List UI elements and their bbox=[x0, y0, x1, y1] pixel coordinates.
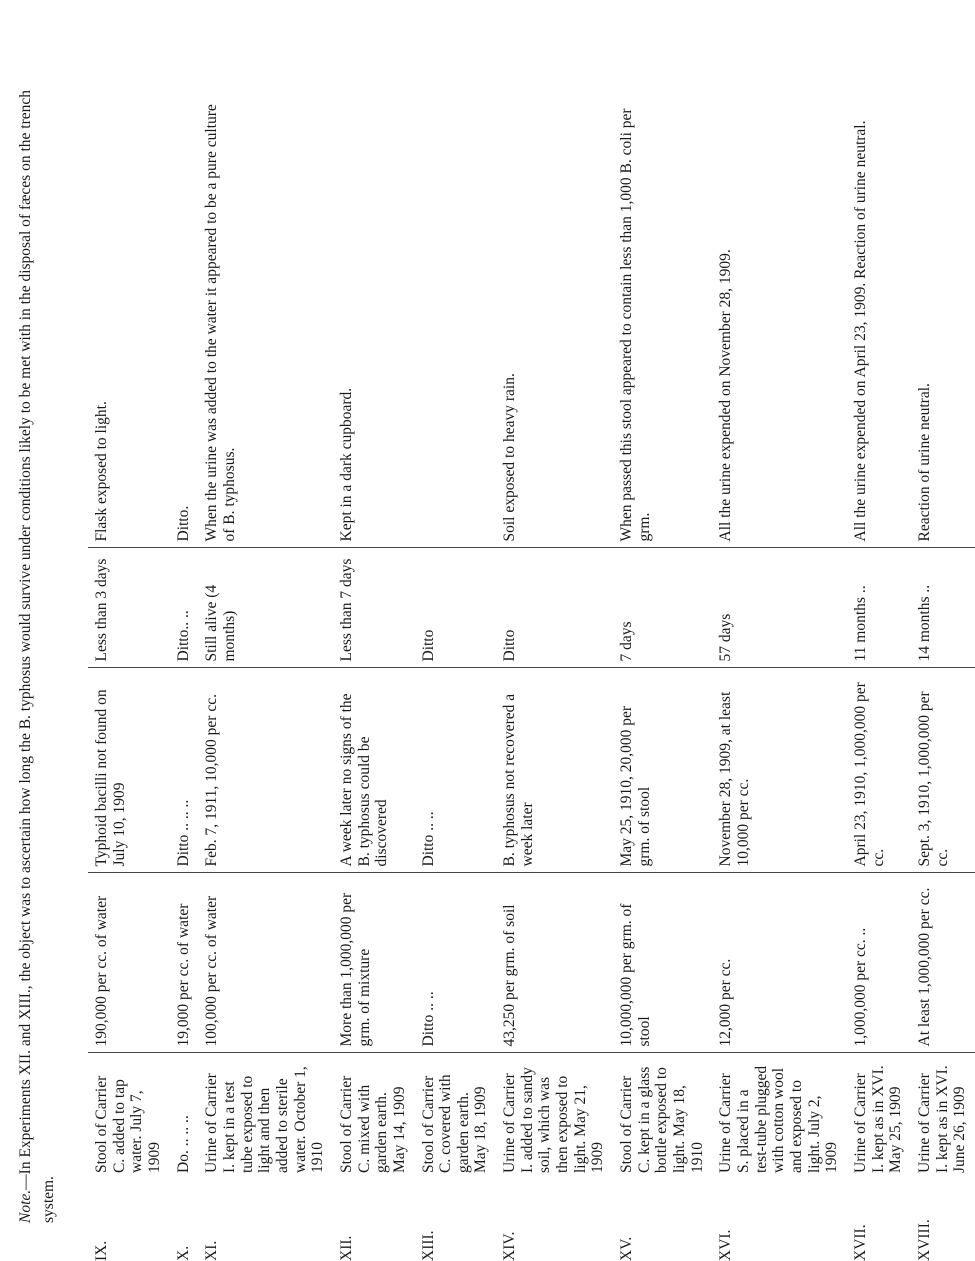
experiment-description: Do. .. .. .. bbox=[174, 1115, 192, 1173]
experiment-description: Stool of Carrier C. covered with garden earth. May 18, 1909 bbox=[419, 1074, 490, 1173]
experiment-cell bbox=[496, 1053, 613, 1261]
experiment-description: Urine of Carrier I. kept as in XVI. June 26, 1909 bbox=[915, 1065, 969, 1173]
experiment-description: Urine of Carrier I. kept as in XVI. May 25, 1909 bbox=[851, 1065, 905, 1173]
inoculum-cell: 43,250 per grm. of soil bbox=[496, 873, 613, 1053]
remarks-cell bbox=[415, 93, 497, 548]
experiment-number: XI. bbox=[203, 1240, 221, 1261]
survival-cell: 7 days bbox=[613, 548, 712, 668]
result-cell: May 25, 1910, 20,000 per grm. of stool bbox=[613, 668, 712, 873]
experiment-number: XVII. bbox=[851, 1224, 869, 1261]
remarks-cell: All the urine expended on April 23, 1909. Reaction of urine neutral. bbox=[847, 93, 911, 548]
experiment-description: Urine of Carrier I. kept in a test tube exposed to light and then added to sterile water. October 1, 1910 bbox=[203, 1066, 327, 1173]
survival-cell: Still alive (4 months) bbox=[198, 548, 333, 668]
table-row bbox=[170, 93, 199, 1223]
table-row bbox=[911, 93, 975, 1223]
remarks-cell: Reaction of urine neutral. bbox=[911, 93, 975, 548]
survival-cell: Ditto.. .. bbox=[170, 548, 199, 668]
inoculum-cell: More than 1,000,000 per grm. of mixture bbox=[333, 873, 415, 1053]
experiment-cell bbox=[333, 1053, 415, 1261]
inoculum-cell: 100,000 per cc. of water bbox=[198, 873, 333, 1053]
result-cell: November 28, 1909, at least 10,000 per cc. bbox=[712, 668, 847, 873]
result-cell: Typhoid bacilli not found on July 10, 1909 bbox=[88, 668, 170, 873]
experiment-cell bbox=[170, 1053, 199, 1261]
footnote bbox=[14, 83, 61, 1223]
remarks-cell: Flask exposed to light. bbox=[88, 93, 170, 548]
table-row bbox=[847, 93, 911, 1223]
experiment-description: Urine of Carrier S. placed in a test-tube plugged with cotton wool and exposed to light. July 2, 1909 bbox=[717, 1065, 841, 1173]
result-cell: Feb. 7, 1911, 10,000 per cc. bbox=[198, 668, 333, 873]
inoculum-cell: 1,000,000 per cc. .. bbox=[847, 873, 911, 1053]
survival-cell: 14 months .. bbox=[911, 548, 975, 668]
inoculum-cell: Ditto .. .. bbox=[415, 873, 497, 1053]
experiment-number: XIII. bbox=[419, 1230, 437, 1261]
experiment-cell bbox=[415, 1053, 497, 1261]
experiment-cell bbox=[847, 1053, 911, 1261]
table-row bbox=[613, 93, 712, 1223]
experiment-description: Stool of Carrier C. kept in a glass bottle exposed to light. May 18, 1910 bbox=[618, 1066, 706, 1173]
experiment-number: XIV. bbox=[501, 1231, 519, 1261]
experiment-cell bbox=[613, 1053, 712, 1261]
experiment-number: XVIII. bbox=[915, 1219, 933, 1261]
inoculum-cell: 19,000 per cc. of water bbox=[170, 873, 199, 1053]
inoculum-cell: 190,000 per cc. of water bbox=[88, 873, 170, 1053]
table-row bbox=[198, 93, 333, 1223]
experiment-number: XV. bbox=[618, 1236, 636, 1261]
experiment-number: IX. bbox=[93, 1240, 110, 1261]
survival-cell: 11 months .. bbox=[847, 548, 911, 668]
experiment-number: X. bbox=[174, 1245, 192, 1261]
experiment-number: XVI. bbox=[717, 1229, 735, 1261]
remarks-cell: All the urine expended on November 28, 1909. bbox=[712, 93, 847, 548]
table-row bbox=[333, 93, 415, 1223]
inoculum-cell: At least 1,000,000 per cc. bbox=[911, 873, 975, 1053]
footnote-text: —In Experiments XII. and XIII., the object was to ascertain how long the B. typhosus would survive under conditions likely to be met with in the disposal of fæces on the trench system. bbox=[17, 90, 58, 1223]
experiment-cell bbox=[911, 1053, 975, 1261]
remarks-cell: When the urine was added to the water it appeared to be a pure culture of B. typhosus. bbox=[198, 93, 333, 548]
inoculum-cell: 10,000,000 per grm. of stool bbox=[613, 873, 712, 1053]
experiments-table bbox=[88, 93, 975, 1261]
result-cell: Sept. 3, 1910, 1,000,000 per cc. bbox=[911, 668, 975, 873]
experiment-cell bbox=[198, 1053, 333, 1261]
footnote-label: Note. bbox=[17, 1189, 34, 1223]
result-cell: A week later no signs of the B. typhosus could be discovered bbox=[333, 668, 415, 873]
remarks-cell: Kept in a dark cupboard. bbox=[333, 93, 415, 548]
remarks-cell: When passed this stool appeared to contain less than 1,000 B. coli per grm. bbox=[613, 93, 712, 548]
experiment-description: Urine of Carrier I. added to sandy soil, which was then exposed to light. May 21, 1909 bbox=[501, 1067, 607, 1173]
experiment-cell bbox=[88, 1053, 170, 1261]
result-cell: B. typhosus not recovered a week later bbox=[496, 668, 613, 873]
result-cell: April 23, 1910, 1,000,000 per cc. bbox=[847, 668, 911, 873]
remarks-cell: Ditto. bbox=[170, 93, 199, 548]
experiments-table-body bbox=[88, 93, 975, 1261]
table-row bbox=[88, 93, 170, 1223]
table-row bbox=[415, 93, 497, 1223]
survival-cell: 57 days bbox=[712, 548, 847, 668]
result-cell: Ditto .. .. bbox=[415, 668, 497, 873]
experiment-description: Stool of Carrier C. added to tap water. July 7, 1909 bbox=[93, 1075, 163, 1173]
survival-cell: Less than 3 days bbox=[88, 548, 170, 668]
inoculum-cell: 12,000 per cc. bbox=[712, 873, 847, 1053]
experiment-number: XII. bbox=[337, 1235, 355, 1261]
table-row bbox=[496, 93, 613, 1223]
survival-cell: Less than 7 days bbox=[333, 548, 415, 668]
survival-cell: Ditto bbox=[496, 548, 613, 668]
remarks-cell: Soil exposed to heavy rain. bbox=[496, 93, 613, 548]
result-cell: Ditto .. .. .. bbox=[170, 668, 199, 873]
table-row bbox=[712, 93, 847, 1223]
experiment-cell bbox=[712, 1053, 847, 1261]
experiment-description: Stool of Carrier C. mixed with garden earth. May 14, 1909 bbox=[337, 1075, 408, 1173]
survival-cell: Ditto bbox=[415, 548, 497, 668]
